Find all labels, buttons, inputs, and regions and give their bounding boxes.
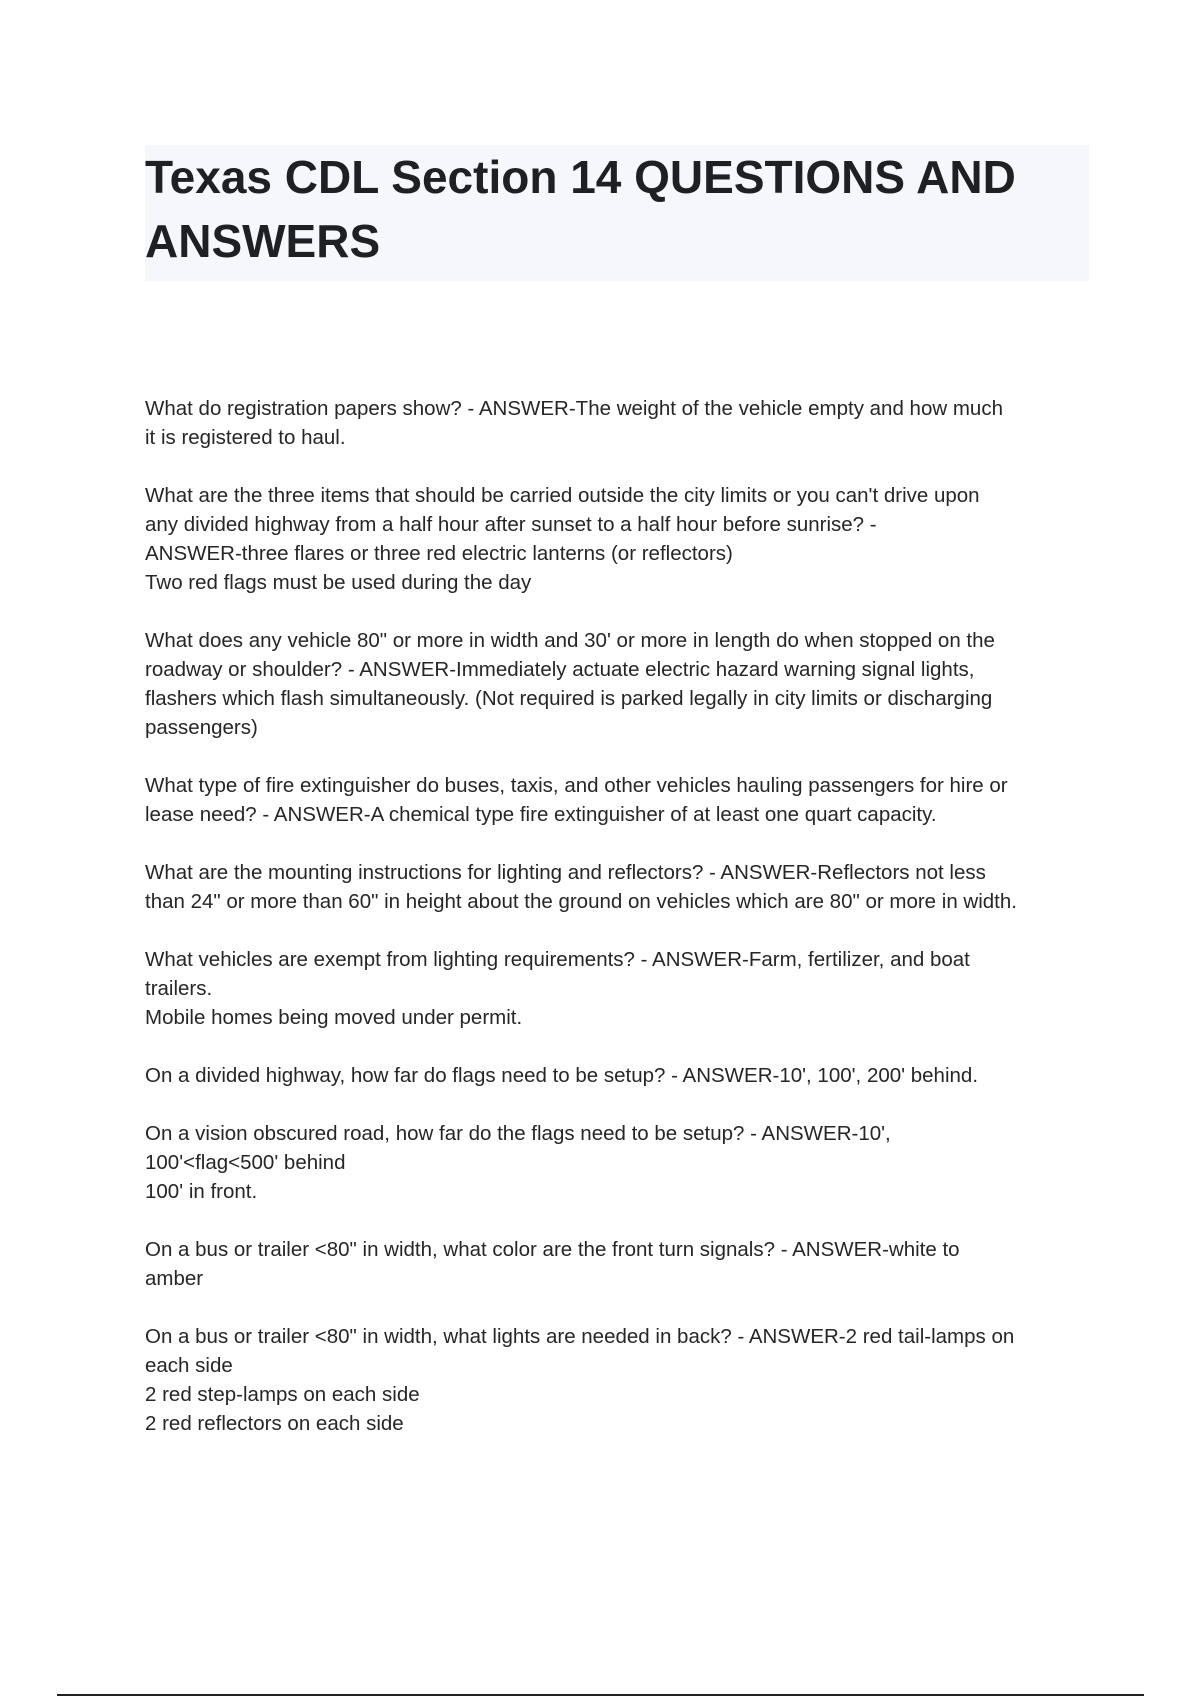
qa-item: On a vision obscured road, how far do the flags need to be setup? - ANSWER-10', 100'<flag<500' behind 100' in front.: [145, 1122, 891, 1203]
qa-item: What vehicles are exempt from lighting requirements? - ANSWER-Farm, fertilizer, and boat trailers. Mobile homes being moved under permit.: [145, 948, 970, 1029]
qa-item: What are the three items that should be carried outside the city limits or you can't drive upon any divided highway from a half hour after sunset to a half hour before sunrise? - ANSWER-three flares or three red electric lanterns (or reflectors) Two red flags must be used during the day: [145, 484, 980, 594]
qa-item: What does any vehicle 80" or more in width and 30' or more in length do when stopped on the roadway or shoulder? - ANSWER-Immediately actuate electric hazard warning signal lights, flashers which flash simultaneously. (Not required is parked legally in city limits or discharging passengers): [145, 629, 995, 739]
qa-item: On a bus or trailer <80" in width, what lights are needed in back? - ANSWER-2 red tail-lamps on each side 2 red step-lamps on each side 2 red reflectors on each side: [145, 1325, 1015, 1435]
qa-list: [145, 394, 1090, 1467]
qa-item: What are the mounting instructions for lighting and reflectors? - ANSWER-Reflectors not less than 24" or more than 60" in height about the ground on vehicles which are 80" or more in width.: [145, 861, 1017, 913]
qa-item: What type of fire extinguisher do buses, taxis, and other vehicles hauling passengers for hire or lease need? - ANSWER-A chemical type fire extinguisher of at least one quart capacity.: [145, 774, 1008, 826]
title-banner: [145, 145, 1089, 281]
footer-divider: [57, 1694, 1144, 1696]
document-title: Texas CDL Section 14 QUESTIONS AND ANSWERS: [145, 151, 1016, 267]
qa-item: On a bus or trailer <80" in width, what color are the front turn signals? - ANSWER-white to amber: [145, 1238, 960, 1290]
qa-item: What do registration papers show? - ANSWER-The weight of the vehicle empty and how much it is registered to haul.: [145, 397, 1003, 449]
qa-item: On a divided highway, how far do flags need to be setup? - ANSWER-10', 100', 200' behind.: [145, 1064, 979, 1087]
